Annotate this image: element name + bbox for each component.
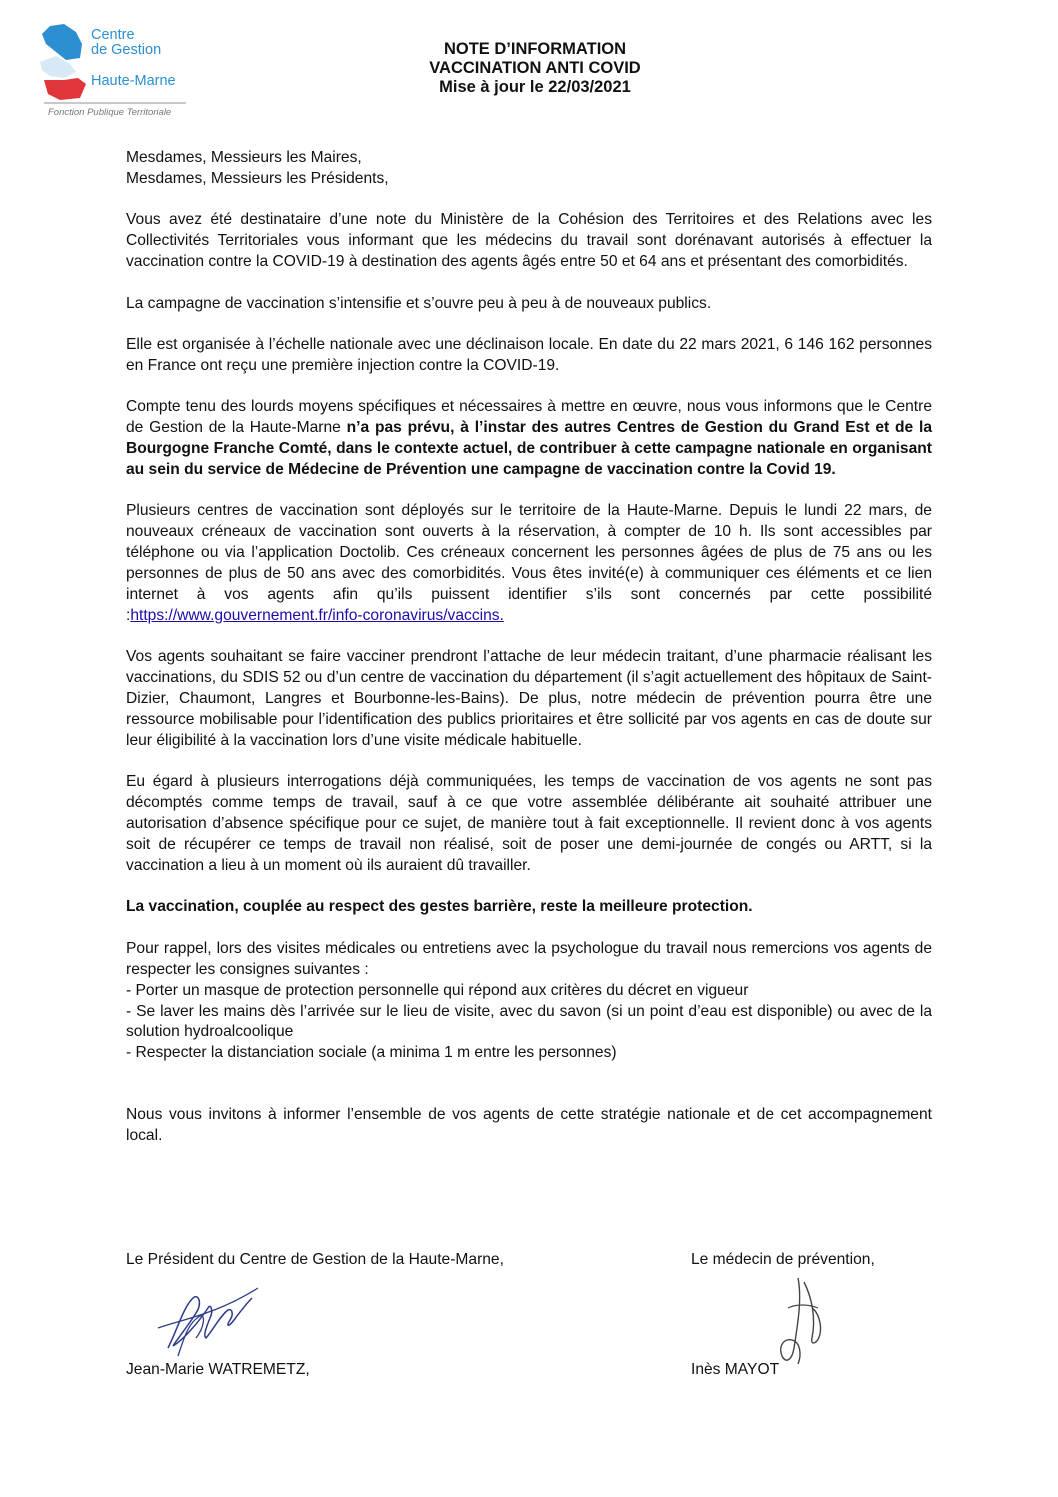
haute-marne-map-icon <box>36 22 92 102</box>
document-header <box>300 40 770 97</box>
paragraph-10: Nous vous invitons à informer l’ensemble de vos agents de cette stratégie nationale et de cet accompagnement local. <box>126 1106 932 1145</box>
paragraph-7: Eu égard à plusieurs interrogations déjà communiquées, les temps de vaccination de vos agents ne sont pas décomptés comme temps de travail, sauf à ce que votre assemblée délibérante ait souhaité attribuer une autorisation d’absence spécifique pour ce sujet, de manière tout à fait exceptionnelle. Il revient donc à vos agents soit de récupérer ce temps de travail non réalisé, soit de poser une demi-journée de congés ou ARTT, si la vaccination a lieu à un moment où ils auraient dû travailler. <box>126 773 932 874</box>
list-item: - Se laver les mains dès l’arrivée sur le lieu de visite, avec du savon (si un point d’eau est disponible) ou avec de la solution hydroalcoolique <box>126 1002 932 1041</box>
paragraph-5-text: Plusieurs centres de vaccination sont déployés sur le territoire de la Haute-Marne. Depuis le lundi 22 mars, de nouveaux créneaux de vaccination sont ouverts à la réservation, à compter de 10 h. Ils sont accessibles par téléphone ou via l’application Doctolib. Ces créneaux concernent les personnes âgées de plus de 75 ans ou les personnes de plus de 50 ans avec des comorbidités. Vous êtes invité(e) à communiquer ces éléments et ce lien internet à vos agents afin qu’ils puissent identifier s’ils sont concernés par cette possibilité : <box>126 502 932 624</box>
logo-divider <box>44 102 186 104</box>
header-subtitle: VACCINATION ANTI COVID <box>429 59 641 77</box>
doctor-signature-label: Le médecin de prévention, <box>691 1251 875 1268</box>
paragraph-4-bold: n’a pas prévu, à l’instar des autres Centres de Gestion du Grand Est et de la Bourgogne Franche Comté, dans le contexte actuel, de contribuer à cette campagne nationale en organisant au sein du service de Médecine de Prévention une campagne de vaccination contre la Covid 19. <box>126 419 933 478</box>
logo-text-haute-marne: Haute-Marne <box>91 73 176 89</box>
paragraph-8-key-message: La vaccination, couplée au respect des gestes barrière, reste la meilleure protection. <box>126 898 753 916</box>
header-date: Mise à jour le 22/03/2021 <box>439 78 631 96</box>
header-title: NOTE D’INFORMATION <box>443 40 627 58</box>
salutation-line-1: Mesdames, Messieurs les Maires, <box>126 149 362 166</box>
president-signature <box>148 1268 268 1368</box>
paragraph-2: La campagne de vaccination s’intensifie et s’ouvre peu à peu à de nouveaux publics. <box>126 294 712 312</box>
paragraph-4-text: Compte tenu des lourds moyens spécifiques et nécessaires à mettre en œuvre, nous vous informons que le Centre de Gestion de la Haute-Marne <box>126 398 932 437</box>
list-item: - Respecter la distanciation sociale (a minima 1 m entre les personnes) <box>126 1044 617 1062</box>
paragraph-1: Vous avez été destinataire d’une note du Ministère de la Cohésion des Territoires et des Relations avec les Collectivités Territoriales vous informant que les médecins du travail sont dorénavant autorisés à effectuer la vaccination contre la COVID-19 à destination des agents âgés entre 50 et 64 ans et présentant des comorbidités. <box>126 211 932 271</box>
logo-subtitle: Fonction Publique Territoriale <box>48 107 172 118</box>
paragraph-5 <box>126 501 932 626</box>
logo-text-centre: Centre <box>91 27 135 43</box>
letter-body <box>126 148 932 1147</box>
list-item: - Porter un masque de protection personnelle qui répond aux critères du décret en vigueur <box>126 981 749 999</box>
vaccins-link[interactable]: https://www.gouvernement.fr/info-coronavirus/vaccins. <box>130 606 504 624</box>
logo-text-de-gestion: de Gestion <box>91 42 162 58</box>
paragraph-3: Elle est organisée à l’échelle nationale avec une déclinaison locale. En date du 22 mars 2021, 6 146 162 personnes en France ont reçu une première injection contre la COVID-19. <box>126 335 932 374</box>
president-signature-label: Le Président du Centre de Gestion de la Haute-Marne, <box>126 1251 504 1268</box>
paragraph-9: Pour rappel, lors des visites médicales ou entretiens avec la psychologue du travail nous remercions vos agents de respecter les consignes suivantes : <box>126 939 932 978</box>
paragraph-6: Vos agents souhaitant se faire vacciner prendront l’attache de leur médecin traitant, d’une pharmacie réalisant les vaccinations, du SDIS 52 ou d’un centre de vaccination du département (il s’agit actuellement des hôpitaux de Saint-Dizier, Chaumont, Langres et Bourbonne-les-Bains). De plus, notre médecin de prévention pourra être une ressource mobilisable pour l’identification des publics prioritaires et être sollicité par vos agents en cas de doute sur leur éligibilité à la vaccination lors d’une visite médicale habituelle. <box>126 648 932 749</box>
salutation-line-2: Mesdames, Messieurs les Présidents, <box>126 169 389 187</box>
doctor-name: Inès MAYOT <box>691 1361 780 1378</box>
president-name: Jean-Marie WATREMETZ, <box>126 1361 310 1378</box>
logo <box>36 22 188 122</box>
paragraph-4 <box>126 397 932 481</box>
